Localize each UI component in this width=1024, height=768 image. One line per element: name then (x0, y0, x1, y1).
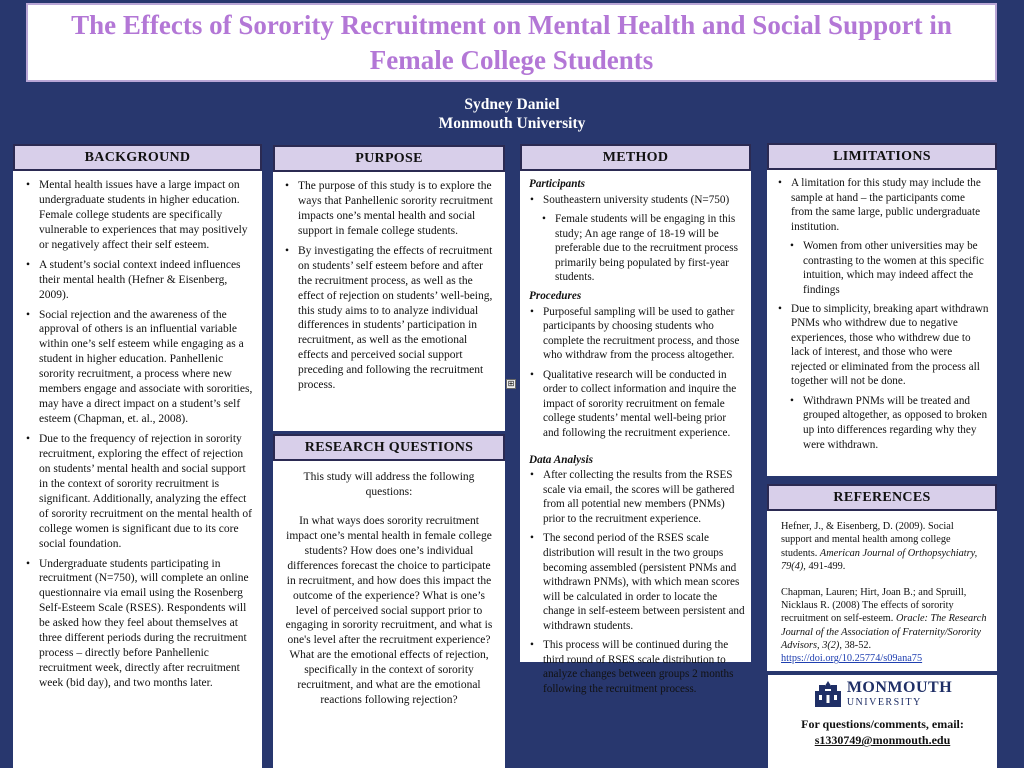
method-heading: METHOD (520, 144, 751, 171)
procedures-label: Procedures (529, 289, 582, 302)
data-analysis-label: Data Analysis (529, 453, 593, 466)
background-bullet: • Social rejection and the awareness of the approval of others is an influential variable within one’s self esteem while engaging as a student in higher education. Panhellenic sorority recruitment, a process where new members engage and associate with sororities, may have a direct impact on a student’s self esteem (Chapman, et. al., 2008). (25, 308, 254, 428)
data-analysis-bullet: • This process will be continued during the third round of RSES scale distribution to analyze changes between groups 2 months following the recruitment process. (529, 638, 745, 696)
logo-contact-panel (768, 675, 997, 768)
expand-icon[interactable]: ⊞ (507, 379, 515, 388)
reference-text: Chapman, Lauren; Hirt, Joan B.; and Spruill, Nicklaus R. (2008) The effects of sorority recruitment on self-esteem. (781, 586, 967, 625)
reference-text: Hefner, J., & Eisenberg, D. (2009). Social support and mental health among college students. (781, 521, 954, 559)
research-questions-intro: This study will address the following questions: (303, 471, 475, 498)
limitations-sub-bullet: • Women from other universities may be contrasting to the women at this specific intuition, which may indeed affect the findings (789, 239, 989, 297)
title-box (26, 3, 997, 82)
references-heading: REFERENCES (767, 484, 997, 511)
reference-journal: Oracle: The Research Journal of the Association of Fraternity/Sorority Advisors, 3(2) (781, 613, 987, 651)
research-questions-body: In what ways does sorority recruitment impact one’s mental health in female college students? How does one’s individual differences forecast the choice to participate in recruitment, and how does this impact the outcome of the experience? What is one’s level of perceived social support prior to engaging in sorority recruitment, and what is one's level after the recruitment experience? What are the emotional effects of rejection, specifically in the context of sorority recruitment, and what are the emotional reactions following rejection? (285, 514, 493, 707)
background-panel (13, 171, 262, 768)
contact-info (768, 716, 997, 748)
author-affiliation: Monmouth University (438, 115, 586, 132)
background-bullet: • Due to the frequency of rejection in sorority recruitment, exploring the effect of rejection on students’ mental health and social support in the context of sorority recruitment is significant. Additionally, analyzing the effect of sorority recruitment on the mental health of college women is significant due to its core social foundation. (25, 432, 254, 552)
limitations-heading: LIMITATIONS (767, 143, 997, 170)
background-bullet: • Mental health issues have a large impact on undergraduate students in higher education. Female college students are specifically vulnerable to experiences that may positively or negatively affect their self esteem. (25, 178, 254, 253)
author-name: Sydney Daniel (464, 96, 560, 113)
logo-sub-text: UNIVERSITY (846, 696, 922, 708)
poster-title: The Effects of Sorority Recruitment on Mental Health and Social Support in Female College Students (71, 9, 952, 75)
data-analysis-bullet: • The second period of the RSES scale distribution will result in the two groups becoming assembled (persistent PNMs and withdrawn PNMs), with which mean scores will be calculated in order to locate the change in self-esteem between persistent and withdrawn students. (529, 531, 745, 633)
procedures-bullet: • Purposeful sampling will be used to gather participants by choosing students who complete the recruitment process, and those who withdraw from the process altogether. (529, 305, 745, 363)
logo-text (847, 680, 952, 708)
logo-main-text: MONMOUTH (846, 679, 953, 697)
research-questions-panel (273, 461, 505, 768)
participants-list (529, 193, 745, 285)
limitations-sub-bullet: • Withdrawn PNMs will be treated and grouped altogether, as opposed to broken up into differences regarding why they were withdrawn. (789, 394, 989, 452)
limitations-bullet: • Due to simplicity, breaking apart withdrawn PNMs who withdrew due to negative experiences, those who withdrew due to lack of interest, and those who were rejected or eliminated from the process all together will not be done. (777, 302, 989, 389)
research-questions-heading: RESEARCH QUESTIONS (273, 434, 505, 461)
reference-pages: 491-499. (808, 561, 846, 573)
limitations-bullet: • A limitation for this study may include the sample at hand – the participants come from the same large, public undergraduate institution. (777, 176, 989, 234)
purpose-bullet: • The purpose of this study is to explore the ways that Panhellenic sorority recruitment impacts one’s mental health and social support in female college students. (284, 179, 497, 239)
data-analysis-bullet: • After collecting the results from the RSES scale via email, the scores will be gathered from all potential new members (PNMs) prior to the recruitment experience. (529, 468, 745, 526)
university-logo (768, 679, 997, 709)
background-bullet: • A student’s social context indeed influences their mental health (Hefner & Eisenberg, 2009). (25, 258, 254, 303)
participants-sub-bullet: • Female students will be engaging in this study; An age range of 18-19 will be preferable due to the recruitment process primarily being populated by first-year students. (541, 212, 745, 285)
procedures-bullet: • Qualitative research will be conducted in order to collect information and inquire the impact of sorority recruitment on female college students’ mental well-being prior and following the recruitment experience. (529, 368, 745, 441)
purpose-heading: PURPOSE (273, 145, 505, 172)
purpose-panel (273, 172, 505, 431)
reference-entry (781, 586, 987, 666)
limitations-list (777, 176, 989, 452)
background-list (25, 178, 254, 691)
reference-journal: American Journal of Orthopsychiatry, 79(4), (781, 547, 978, 573)
references-panel (767, 511, 997, 671)
data-analysis-list (529, 468, 745, 696)
limitations-panel (767, 170, 997, 476)
participants-bullet: • Southeastern university students (N=750) (529, 193, 745, 208)
background-heading: BACKGROUND (13, 144, 262, 171)
procedures-list (529, 305, 745, 441)
participants-label: Participants (529, 178, 585, 190)
purpose-list (284, 179, 497, 393)
purpose-bullet: • By investigating the effects of recruitment on students’ self esteem before and after the recruitment process, as well as the effect of rejection on students’ well-being, this study aims to to analyze individual differences in students’ participation in recruitment, as well as the emotional effects and perceived social support preceding and following the recruitment process. (284, 244, 497, 393)
reference-entry (781, 520, 987, 574)
background-bullet: • Undergraduate students participating in recruitment (N=750), will complete an online questionnaire via email using the Rosenberg Self-Esteem Scale (RSES). Respondents will be asked how they feel about themselves at three different periods during the recruitment process – directly before Panhellenic recruitment week, directly after recruitment week (bid day), and two months later. (25, 557, 254, 691)
method-panel (520, 171, 751, 695)
contact-email[interactable]: s1330749@monmouth.edu (814, 733, 951, 748)
doi-link[interactable]: https://doi.org/10.25774/s09ana75 (781, 653, 923, 665)
university-building-icon (813, 679, 843, 709)
contact-label: For questions/comments, email: (801, 717, 964, 731)
reference-pages: , 38-52. (839, 640, 872, 651)
